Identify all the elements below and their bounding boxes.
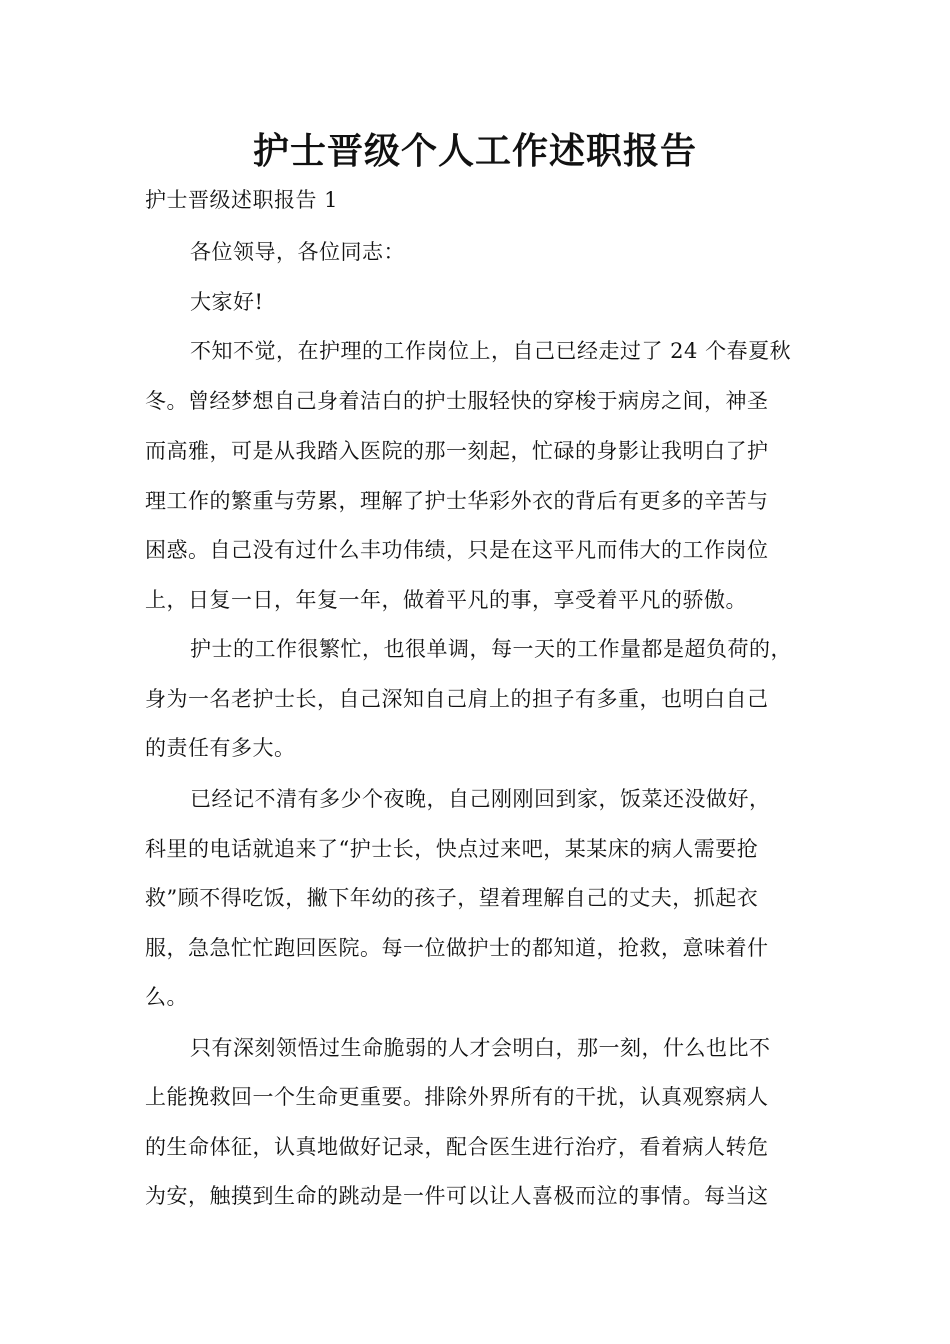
paragraph-line: 么。 [145,985,188,1009]
paragraph-line: 为安，触摸到生命的跳动是一件可以让人喜极而泣的事情。每当这 [145,1184,769,1208]
salutation-line: 各位领导，各位同志： [190,240,405,264]
greeting-line: 大家好! [190,290,264,314]
paragraph-line: 的生命体征，认真地做好记录，配合医生进行治疗，看着病人转危 [145,1135,769,1159]
paragraph-line: 不知不觉，在护理的工作岗位上，自己已经走过了 24 个春夏秋 [190,339,792,363]
paragraph-line: 身为一名老护士长，自己深知自己肩上的担子有多重，也明白自己 [145,687,769,711]
paragraph-line: 已经记不清有多少个夜晚，自己刚刚回到家，饭菜还没做好， [190,787,771,811]
paragraph-line: 护士的工作很繁忙，也很单调，每一天的工作量都是超负荷的， [190,637,792,661]
paragraph-line: 理工作的繁重与劳累，理解了护士华彩外衣的背后有更多的辛苦与 [145,489,769,513]
paragraph-line: 科里的电话就追来了“护士长，快点过来吧，某某床的病人需要抢 [145,837,759,861]
document-title: 护士晋级个人工作述职报告 [252,131,697,172]
paragraph-line: 上，日复一日，年复一年，做着平凡的事，享受着平凡的骄傲。 [145,588,747,612]
section-heading: 护士晋级述职报告 1 [145,188,339,212]
paragraph-line: 困惑。自己没有过什么丰功伟绩，只是在这平凡而伟大的工作岗位 [145,538,769,562]
paragraph-line: 只有深刻领悟过生命脆弱的人才会明白，那一刻，什么也比不 [190,1036,771,1060]
paragraph-line: 救”顾不得吃饭，撇下年幼的孩子，望着理解自己的丈夫，抓起衣 [145,886,759,910]
paragraph-line: 而高雅，可是从我踏入医院的那一刻起，忙碌的身影让我明白了护 [145,439,769,463]
paragraph-line: 上能挽救回一个生命更重要。排除外界所有的干扰，认真观察病人 [145,1085,769,1109]
paragraph-line: 的责任有多大。 [145,736,296,760]
paragraph-line: 冬。曾经梦想自己身着洁白的护士服轻快的穿梭于病房之间，神圣 [145,389,769,413]
paragraph-line: 服，急急忙忙跑回医院。每一位做护士的都知道，抢救，意味着什 [145,936,769,960]
